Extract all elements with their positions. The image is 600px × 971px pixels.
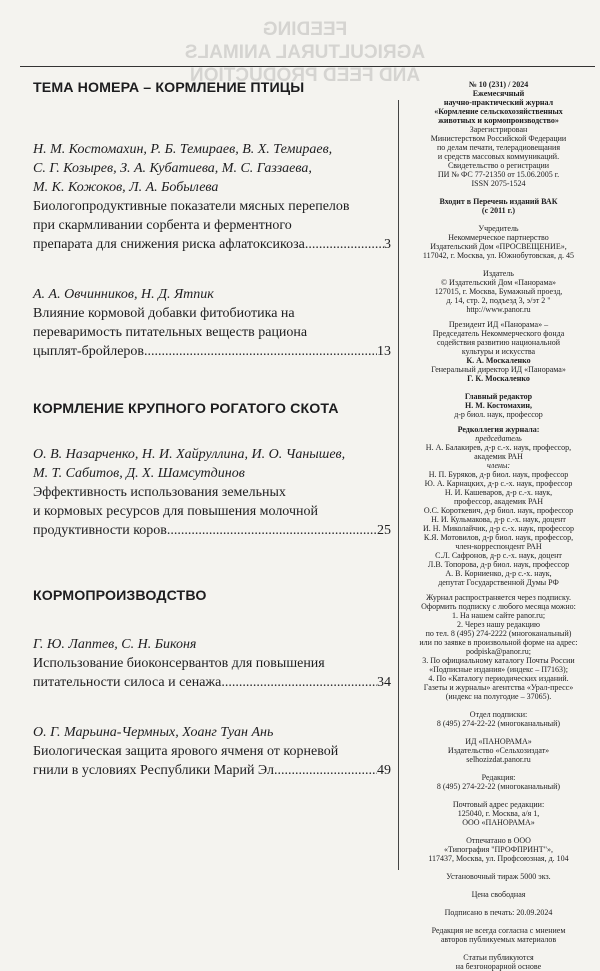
toc-entry[interactable]: [33, 140, 391, 254]
toc-entry[interactable]: [33, 445, 391, 540]
top-rule: [20, 66, 595, 67]
imprint-line: Статьи публикуются: [463, 953, 534, 962]
imprint-line: д-р биол. наук, профессор: [454, 410, 543, 419]
author-line: О. В. Назарченко, Н. И. Хайруллина, И. О. Чанышев,: [33, 447, 346, 462]
toc-entry[interactable]: [33, 635, 391, 692]
page-number: 25: [377, 523, 391, 538]
imprint-line: 2. Через нашу редакцию: [456, 620, 541, 629]
imprint-line: Почтовый адрес редакции:: [452, 800, 545, 809]
title-line-last: [33, 521, 391, 540]
board-member: депутат Государственной Думы РФ: [438, 578, 559, 587]
journal-name: «Кормление сельскохозяйственных: [434, 107, 563, 116]
title-line-last: [33, 342, 391, 361]
page-number: 13: [377, 344, 391, 359]
board-member: С.Л. Сафронов, д-р с.-х. наук, доцент: [435, 551, 562, 560]
issn: ISSN 2075-1524: [471, 179, 526, 188]
title-line-last: [33, 761, 391, 780]
board-member: О.С. Короткевич, д-р биол. наук, профессор: [423, 506, 574, 515]
author-line: О. Г. Марьина-Чермных, Хоанг Туан Ань: [33, 725, 274, 740]
imprint-line: Издатель: [483, 269, 514, 278]
issue-number: № 10 (231) / 2024: [468, 80, 529, 89]
board-member: Н. И. Кульмакова, д-р с.-х. наук, доцент: [431, 515, 566, 524]
author-line: Н. М. Костомахин, Р. Б. Темираев, В. Х. Темираев,: [33, 142, 333, 157]
article-authors: [33, 140, 391, 197]
imprint-line: Генеральный директор ИД «Панорама»: [431, 365, 566, 374]
imprint-line: 127015, г. Москва, Бумажный проезд,: [434, 287, 563, 296]
journal-name: животных и кормопроизводство»: [438, 116, 559, 125]
leader-dots: [221, 673, 377, 692]
imprint-line: Оформить подписку с любого месяца можно:: [421, 602, 576, 611]
board-member: Н. А. Балакирев, д-р с.-х. наук, профессор,: [425, 443, 572, 452]
imprint-line: 117437, Москва, ул. Профсоюзная, д. 104: [428, 854, 569, 863]
page-number: 34: [377, 675, 391, 690]
board-member: А. В. Корниенко, д-р с.-х. наук,: [445, 569, 552, 578]
imprint-line: Отдел подписки:: [469, 710, 528, 719]
imprint-line: содействия развитию национальной: [436, 338, 561, 347]
imprint-line: (индекс на полугодие – 37065).: [445, 692, 552, 701]
imprint-line: ИД «ПАНОРАМА»: [465, 737, 532, 746]
imprint-line: ООО «ПАНОРАМА»: [462, 818, 535, 827]
leader-dots: [144, 342, 377, 361]
article-title: [33, 483, 391, 540]
imprint-line: по делам печати, телерадиовещания: [436, 143, 560, 152]
vak-note: Входит в Перечень изданий ВАК: [439, 197, 558, 206]
vak-note: (с 2011 г.): [481, 206, 516, 215]
board-title: Редколлегия журнала:: [457, 425, 540, 434]
page-number: 49: [377, 763, 391, 778]
leader-dots: [305, 235, 384, 254]
article-title: [33, 654, 391, 692]
title-text: цыплят-бройлеров: [33, 344, 145, 359]
title-line: Биологическая защита ярового ячменя от корневой: [33, 744, 339, 759]
table-of-contents: [33, 78, 391, 780]
imprint-line: 125040, г. Москва, а/я 1,: [457, 809, 540, 818]
imprint-line: председатель: [475, 434, 522, 443]
title-text: препарата для снижения риска афлатоксикоза: [33, 237, 305, 252]
article-title: [33, 304, 391, 361]
imprint-line: Журнал распространяется через подписку.: [426, 593, 571, 602]
imprint-line: и средств массовых коммуникаций.: [437, 152, 560, 161]
leader-dots: [167, 521, 377, 540]
imprint-line: 3. По официальному каталогу Почты России: [422, 656, 575, 665]
article-title: [33, 742, 391, 780]
author-line: А. А. Овчинников, Н. Д. Ятпик: [33, 287, 214, 302]
email-link[interactable]: podpiska@panor.ru;: [466, 647, 531, 656]
imprint-line: 1. На нашем сайте panor.ru;: [451, 611, 546, 620]
author-line: М. Т. Сабитов, Д. Х. Шамсутдинов: [33, 466, 245, 481]
imprint-line: Зарегистрирован: [469, 125, 528, 134]
imprint-line: К. А. Москаленко: [466, 356, 531, 365]
imprint-line: д. 14, стр. 2, подъезд 3, э/эт 2 ": [446, 296, 551, 305]
title-text: гнили в условиях Республики Марий Эл: [33, 763, 274, 778]
bleed-line: AND FEED PRODUCTION: [189, 65, 421, 86]
imprint-line: Газеты и журналы» агентства «Урал-пресс»: [423, 683, 574, 692]
imprint-line: Цена свободная: [471, 890, 526, 899]
imprint-line: Главный редактор: [464, 392, 533, 401]
imprint-line: Установочный тираж 5000 экз.: [446, 872, 551, 881]
imprint-line: Ежемесячный: [472, 89, 525, 98]
article-authors: [33, 723, 391, 742]
title-line: и кормовых ресурсов для повышения молочной: [33, 504, 318, 519]
bleed-through-text: [140, 18, 470, 87]
author-line: Г. Ю. Лаптев, С. Н. Биконя: [33, 637, 197, 652]
title-line: переваримость питательных веществ рациона: [33, 325, 308, 340]
leader-dots: [274, 761, 377, 780]
toc-entry[interactable]: [33, 723, 391, 780]
toc-entry[interactable]: [33, 285, 391, 361]
section-title: ТЕМА НОМЕРА – КОРМЛЕНИЕ ПТИЦЫ: [33, 80, 305, 96]
imprint-line: Подписано в печать: 20.09.2024: [444, 908, 553, 917]
section-title: КОРМЛЕНИЕ КРУПНОГО РОГАТОГО СКОТА: [33, 401, 339, 417]
imprint-line: «Типография "ПРОФПРИНТ"»,: [444, 845, 553, 854]
board-member: Н. И. Кашеваров, д-р с.-х. наук,: [444, 488, 553, 497]
title-text: питательности силоса и сенажа: [33, 675, 222, 690]
title-line: Эффективность использования земельных: [33, 485, 286, 500]
imprint-line: ПИ № ФС 77-21350 от 15.06.2005 г.: [437, 170, 560, 179]
article-authors: [33, 445, 391, 483]
imprint-line: Министерством Российской Федерации: [430, 134, 567, 143]
column-divider: [398, 100, 399, 870]
title-text: продуктивности коров: [33, 523, 167, 538]
imprint-line: Издательство «Сельхозиздат»: [447, 746, 550, 755]
title-line-last: [33, 235, 391, 254]
board-member: Ю. А. Карнацких, д-р с.-х. наук, профессор: [424, 479, 573, 488]
imprint-line: © Издательский Дом «Панорама»: [440, 278, 557, 287]
imprint-line: Свидетельство о регистрации: [447, 161, 550, 170]
imprint-line: Г. К. Москаленко: [467, 374, 530, 383]
imprint-line: Председатель Некоммерческого фонда: [432, 329, 565, 338]
board-member: И. Н. Миколайчик, д-р с.-х. наук, профессор: [423, 524, 574, 533]
title-line: Биологопродуктивные показатели мясных перепелов: [33, 199, 350, 214]
imprint-column: [402, 80, 595, 971]
imprint-line: 4. По «Каталогу периодических изданий.: [428, 674, 569, 683]
article-authors: [33, 635, 391, 654]
board-member: К.Я. Мотовилов, д-р биол. наук, профессор,: [423, 533, 574, 542]
imprint-line: авторов публикуемых материалов: [440, 935, 557, 944]
imprint-line: 117042, г. Москва, ул. Южнобутовская, д. 45: [422, 251, 575, 260]
board-member: академик РАН: [474, 452, 523, 461]
imprint-line: 8 (495) 274-22-22 (многоканальный): [436, 719, 561, 728]
website-link[interactable]: selhozizdat.panor.ru: [466, 755, 531, 764]
imprint-line: «Подписные издания» (индекс – П7163);: [429, 665, 568, 674]
imprint-line: на безгонорарной основе: [455, 962, 542, 971]
title-line: при скармливании сорбента и ферментного: [33, 218, 292, 233]
author-line: М. К. Кожоков, Л. А. Бобылева: [33, 180, 219, 195]
imprint-line: Издательский Дом «ПРОСВЕЩЕНИЕ»,: [430, 242, 567, 251]
imprint-line: культуры и искусства: [461, 347, 536, 356]
author-line: С. Г. Козырев, З. А. Кубатиева, М. С. Газзаева,: [33, 161, 312, 176]
bleed-line: AGRICULTURAL ANIMALS: [184, 42, 426, 63]
imprint-line: Учредитель: [478, 224, 519, 233]
imprint-line: Редакция не всегда согласна с мнением: [431, 926, 566, 935]
board-member: Н. П. Буряков, д-р биол. наук, профессор: [428, 470, 569, 479]
imprint-line: или по заявке в произвольной форме на адрес:: [419, 638, 578, 647]
imprint-line: по тел. 8 (495) 274-2222 (многоканальный): [425, 629, 572, 638]
board-member: профессор, академик РАН: [453, 497, 543, 506]
imprint-line: Отпечатано в ООО: [466, 836, 531, 845]
board-member: член-корреспондент РАН: [455, 542, 542, 551]
imprint-line: 8 (495) 274-22-22 (многоканальный): [436, 782, 561, 791]
imprint-line: Президент ИД «Панорама» –: [448, 320, 549, 329]
imprint-line: научно-практический журнал: [443, 98, 554, 107]
imprint-line: Н. М. Костомахин,: [464, 401, 532, 410]
section-title: КОРМОПРОИЗВОДСТВО: [33, 588, 207, 604]
page-number: 3: [384, 237, 391, 252]
title-line: Использование биоконсервантов для повышения: [33, 656, 325, 671]
title-line: Влияние кормовой добавки фитобиотика на: [33, 306, 295, 321]
article-authors: [33, 285, 391, 304]
imprint-line: члены:: [486, 461, 511, 470]
imprint-line: Некоммерческое партнерство: [448, 233, 549, 242]
bleed-line: FEEDING: [262, 19, 348, 40]
board-member: Л.В. Топорова, д-р биол. наук, профессор: [427, 560, 570, 569]
title-line-last: [33, 673, 391, 692]
imprint-line: Редакция:: [481, 773, 516, 782]
website-link[interactable]: http://www.panor.ru: [466, 305, 531, 314]
article-title: [33, 197, 391, 254]
